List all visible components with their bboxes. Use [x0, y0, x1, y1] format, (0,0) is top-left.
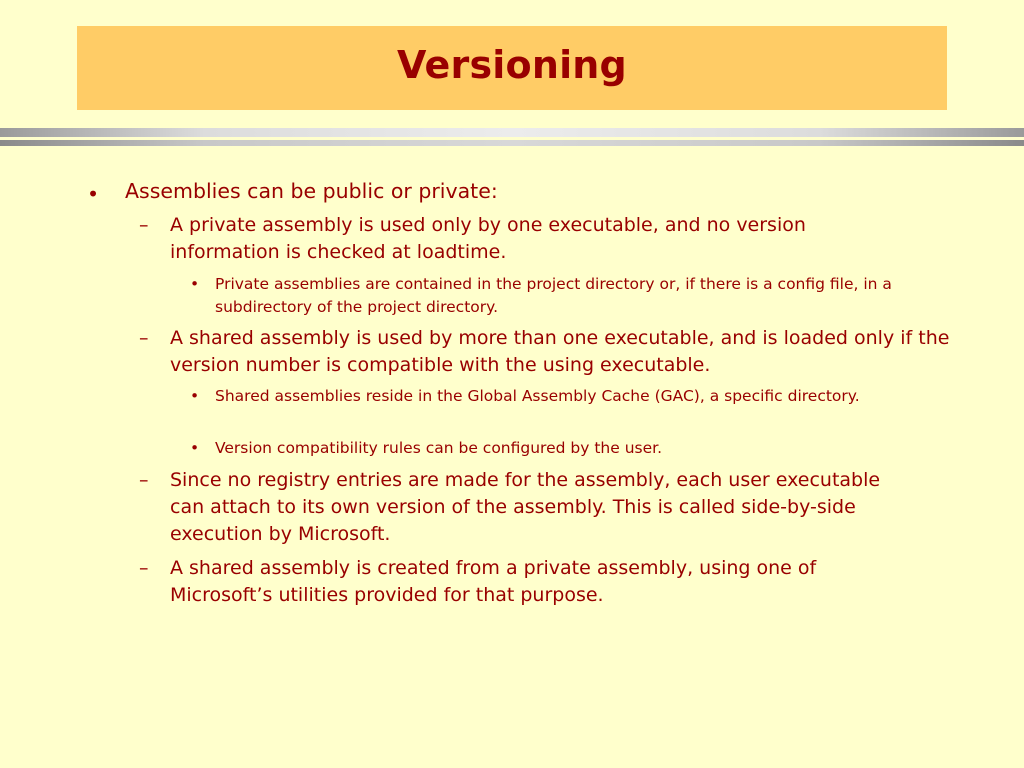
dash-marker: –: [139, 327, 149, 349]
slide-title: Versioning: [397, 43, 627, 87]
bullet-marker: •: [87, 182, 100, 206]
subbullet-shared-assembly: A shared assembly is used by more than one executable, and is loaded only if the version number is compatible with the using executable.: [170, 327, 950, 376]
subbullet-side-by-side: Since no registry entries are made for the assembly, each user executable can attach to its own version of the assembly. This is called side-by-side execution by Microsoft.: [170, 469, 881, 545]
subsubbullet-gac: Shared assemblies reside in the Global Assembly Cache (GAC), a specific directory.: [215, 387, 860, 405]
bullet-marker: •: [190, 387, 200, 405]
subsubbullet-compatibility: Version compatibility rules can be configured by the user.: [215, 439, 663, 457]
dash-marker: –: [139, 469, 149, 491]
bullet-level1-assemblies: Assemblies can be public or private:: [125, 179, 498, 203]
dash-marker: –: [139, 214, 149, 236]
bullet-marker: •: [190, 275, 200, 293]
subbullet-private-assembly: A private assembly is used only by one executable, and no version information is checked at loadtime.: [170, 214, 806, 263]
bullet-marker: •: [190, 439, 200, 457]
dash-marker: –: [139, 557, 149, 579]
subsubbullet-private-location: Private assemblies are contained in the project directory or, if there is a config file, in a subdirectory of the project directory.: [215, 275, 892, 316]
subbullet-created-from-private: A shared assembly is created from a private assembly, using one of Microsoft’s utilities provided for that purpose.: [170, 557, 817, 606]
